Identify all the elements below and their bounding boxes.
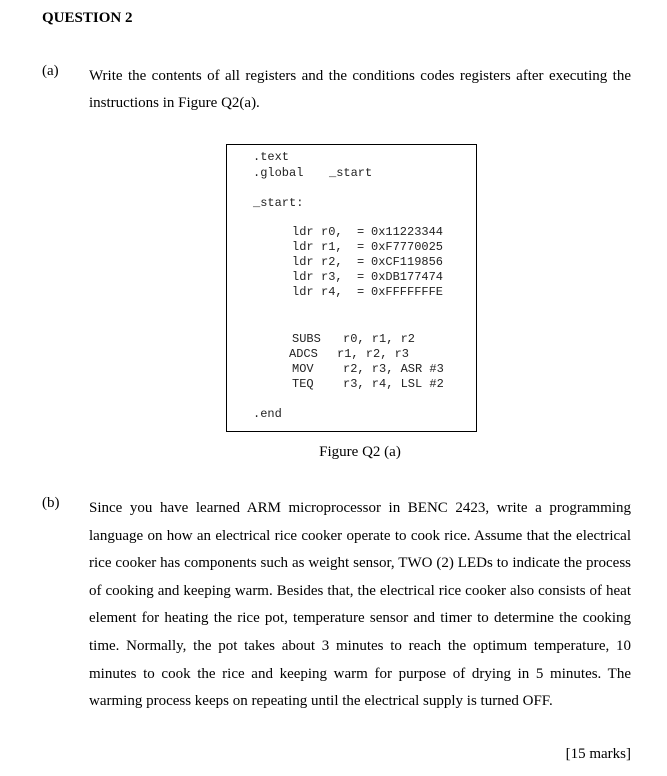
code-ldr-4-reg: r4, xyxy=(321,285,343,299)
part-b-text: Since you have learned ARM microprocessor in BENC 2423, write a programming language on how an electrical rice cooker operate to cook rice. Assume that the electrical rice cooker has components such as weight sensor, TWO (2) LEDs to indicate the process of cooking and keeping warm. Besides that, the electrical rice cooker also consists of heat element for heating the rice pot, temperature sensor and timer to determine the cooking time. Normally, the pot takes about 3 minutes to reach the optimum temperature, 10 minutes to cook the rice and keeping warm for purpose of drying in 5 minutes. The warming process keeps on repeating until the electrical supply is turned OFF. xyxy=(89,500,631,710)
code-ldr-2-eq: = xyxy=(357,255,365,269)
code-ldr-2-val: 0xCF119856 xyxy=(371,255,444,269)
code-ldr-3-op: ldr xyxy=(292,270,314,284)
code-figure xyxy=(226,144,477,432)
code-ldr-1-val: 0xF7770025 xyxy=(371,240,444,254)
code-global-symbol: _start xyxy=(329,166,373,180)
code-ldr-3-reg: r3, xyxy=(321,270,343,284)
part-a-label: (a) xyxy=(42,63,59,79)
code-ldr-0-reg: r0, xyxy=(321,225,343,239)
code-ldr-1-op: ldr xyxy=(292,240,314,254)
code-op-3-mnemonic: TEQ xyxy=(292,377,314,391)
code-op-0-args: r0, r1, r2 xyxy=(343,332,416,346)
code-text-directive: .text xyxy=(253,150,290,164)
code-ldr-4-op: ldr xyxy=(292,285,314,299)
code-op-2-args: r2, r3, ASR #3 xyxy=(343,362,444,376)
code-op-0-mnemonic: SUBS xyxy=(292,332,321,346)
code-start-label: _start: xyxy=(253,196,304,210)
code-ldr-4-val: 0xFFFFFFFE xyxy=(371,285,444,299)
code-end-directive: .end xyxy=(253,407,282,421)
code-ldr-2-reg: r2, xyxy=(321,255,343,269)
code-global-directive: .global xyxy=(253,166,304,180)
part-b-label: (b) xyxy=(42,495,60,511)
question-title: QUESTION 2 xyxy=(42,10,133,26)
code-ldr-0-eq: = xyxy=(357,225,365,239)
code-ldr-3-eq: = xyxy=(357,270,365,284)
code-op-3-args: r3, r4, LSL #2 xyxy=(343,377,444,391)
part-a-text: Write the contents of all registers and the conditions codes registers after executing the instructions in Figure Q2(a). xyxy=(89,68,631,111)
code-ldr-0-op: ldr xyxy=(292,225,314,239)
code-ldr-3-val: 0xDB177474 xyxy=(371,270,444,284)
code-op-1-args: r1, r2, r3 xyxy=(337,347,410,361)
code-op-1-mnemonic: ADCS xyxy=(289,347,318,361)
code-ldr-0-val: 0x11223344 xyxy=(371,225,444,239)
code-ldr-1-eq: = xyxy=(357,240,365,254)
figure-caption: Figure Q2 (a) xyxy=(319,444,401,460)
code-ldr-2-op: ldr xyxy=(292,255,314,269)
code-ldr-1-reg: r1, xyxy=(321,240,343,254)
code-ldr-4-eq: = xyxy=(357,285,365,299)
code-op-2-mnemonic: MOV xyxy=(292,362,314,376)
marks-label: [15 marks] xyxy=(565,746,631,762)
